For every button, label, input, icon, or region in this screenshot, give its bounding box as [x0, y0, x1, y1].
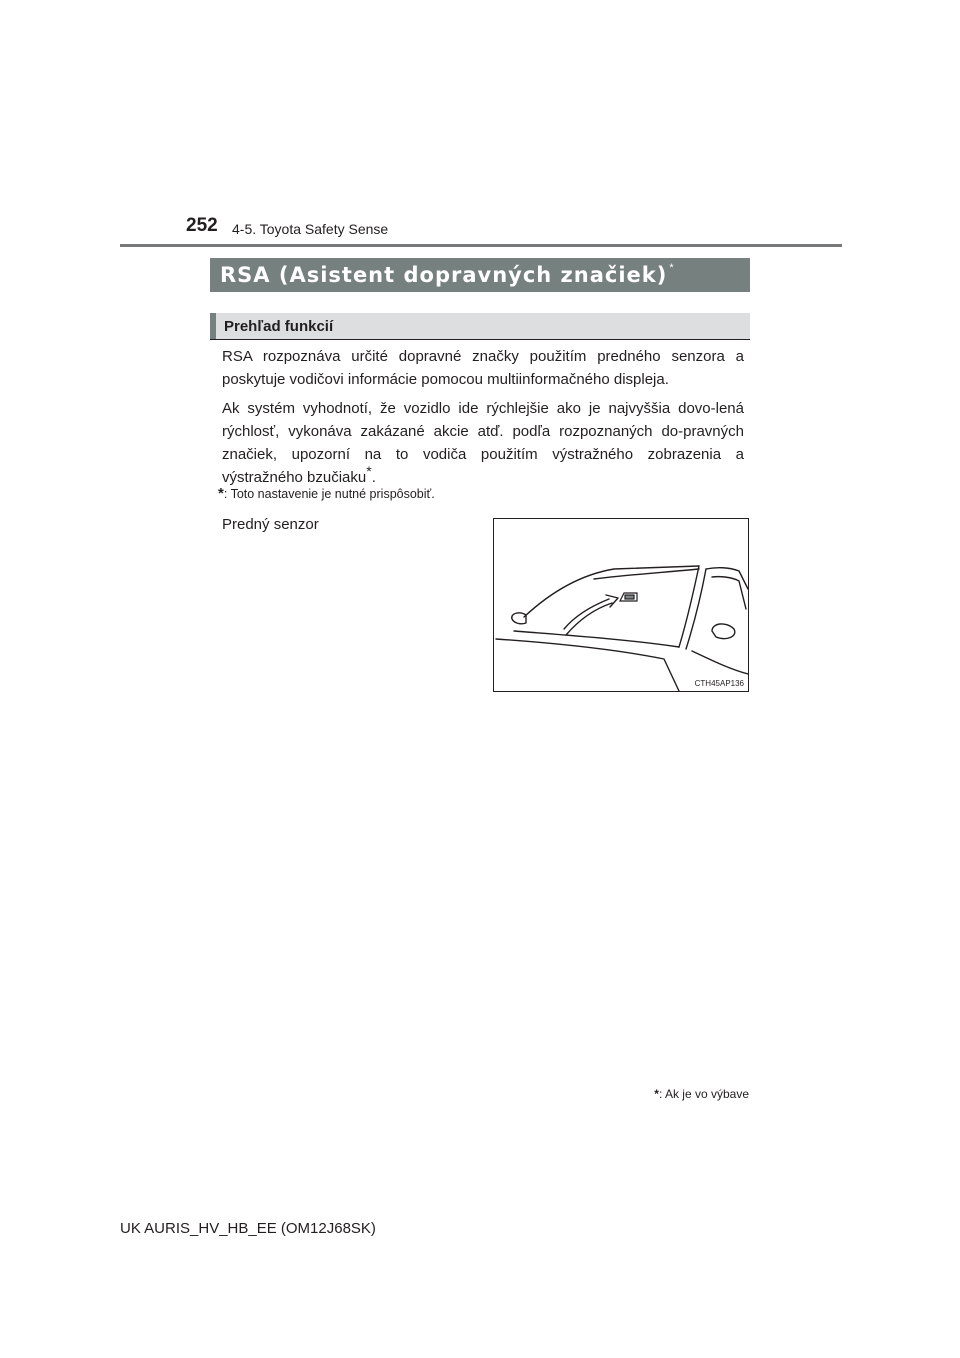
sensor-figure — [493, 518, 749, 692]
paragraph-2-asterisk: * — [366, 463, 372, 479]
paragraph-1: RSA rozpoznáva určité dopravné značky použitím predného senzora a poskytuje vodičovi informácie pomocou multiinformačného displeja. — [222, 348, 744, 388]
section-label: 4-5. Toyota Safety Sense — [232, 221, 389, 237]
header-divider — [120, 244, 842, 247]
subheading-bar — [210, 313, 750, 339]
figure-code: CTH45AP136 — [694, 679, 744, 688]
paragraph-2-end: . — [371, 469, 376, 486]
subheading: Prehľad funkcií — [224, 317, 334, 335]
front-sensor-windshield-illustration-icon — [494, 519, 748, 691]
figure-label: Predný senzor — [222, 516, 319, 533]
availability-footnote — [654, 1087, 749, 1101]
title-asterisk: * — [669, 262, 674, 274]
section-title: RSA (Asistent dopravných značiek) — [220, 263, 668, 287]
document-footer: UK AURIS_HV_HB_EE (OM12J68SK) — [120, 1220, 376, 1237]
paragraph-2-text: Ak systém vyhodnotí, že vozidlo ide rýchlejšie ako je najvyššia dovo-lená rýchlosť, vykonáva zakázané akcie atď. podľa rozpoznaných do-pravných značiek, upozorní na to vodiča použitím výstražného zobrazenia a výstražného bzučiaku — [222, 400, 744, 486]
footnote-asterisk: * — [654, 1087, 659, 1101]
setting-note — [218, 485, 435, 502]
note-asterisk: * — [218, 485, 224, 502]
footnote-text: : Ak je vo výbave — [658, 1087, 749, 1101]
section-title-bar — [210, 258, 750, 292]
subheading-rule — [210, 339, 750, 340]
note-text: : Toto nastavenie je nutné prispôsobiť. — [223, 487, 435, 501]
paragraph-2 — [222, 397, 744, 489]
page-number: 252 — [186, 215, 218, 236]
